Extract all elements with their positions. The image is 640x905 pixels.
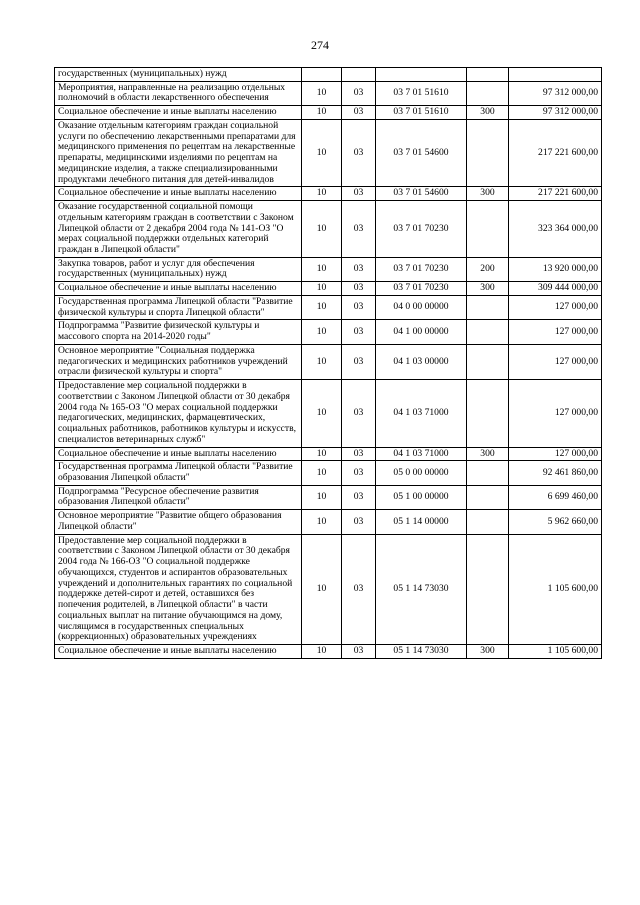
table-row bbox=[55, 81, 602, 105]
section-code-cell: 10 bbox=[302, 344, 342, 379]
amount-cell: 217 221 600,00 bbox=[509, 119, 602, 186]
amount-cell: 127 000,00 bbox=[509, 295, 602, 319]
row-name-cell: Государственная программа Липецкой области "Развитие физической культуры и спорта Липецкой области" bbox=[55, 295, 302, 319]
amount-cell: 217 221 600,00 bbox=[509, 187, 602, 201]
subsection-code-cell: 03 bbox=[342, 380, 376, 447]
subsection-code-cell: 03 bbox=[342, 282, 376, 296]
amount-cell: 6 699 460,00 bbox=[509, 485, 602, 509]
budget-table bbox=[54, 67, 602, 659]
row-name-cell: Предоставление мер социальной поддержки в соответствии с Законом Липецкой области от 30 декабря 2004 года № 166-ОЗ "О социальной поддержке обучающихся, студентов и аспирантов образовательных учреждений и дополнительных гарантиях по социальной поддержке детей-сирот и детей, оставшихся без попечения родителей, в Липецкой области" в части социальных выплат на питание обучающимся на дому, числящимся в государственных специальных (коррекционных) образовательных учреждениях bbox=[55, 534, 302, 644]
target-item-code-cell: 03 7 01 54600 bbox=[376, 119, 467, 186]
table-row bbox=[55, 485, 602, 509]
amount-cell: 127 000,00 bbox=[509, 380, 602, 447]
section-code-cell: 10 bbox=[302, 257, 342, 281]
section-code-cell: 10 bbox=[302, 510, 342, 534]
subsection-code-cell: 03 bbox=[342, 344, 376, 379]
expense-kind-cell: 300 bbox=[467, 644, 509, 658]
row-name-cell: Мероприятия, направленные на реализацию отдельных полномочий в области лекарственного обеспечения bbox=[55, 81, 302, 105]
subsection-code-cell: 03 bbox=[342, 295, 376, 319]
section-code-cell: 10 bbox=[302, 201, 342, 258]
table-row bbox=[55, 320, 602, 344]
table-row bbox=[55, 380, 602, 447]
table-row bbox=[55, 257, 602, 281]
section-code-cell: 10 bbox=[302, 295, 342, 319]
target-item-code-cell: 05 1 14 73030 bbox=[376, 644, 467, 658]
section-code-cell: 10 bbox=[302, 119, 342, 186]
subsection-code-cell: 03 bbox=[342, 119, 376, 186]
row-name-cell: Оказание отдельным категориям граждан социальной услуги по обеспечению лекарственными препаратами для медицинского применения по рецептам на лекарственные препараты, медицинскими изделиями по рецептам на медицинские изделия, а также специализированными продуктами лечебного питания для детей-инвалидов bbox=[55, 119, 302, 186]
target-item-code-cell: 03 7 01 70230 bbox=[376, 201, 467, 258]
subsection-code-cell: 03 bbox=[342, 534, 376, 644]
amount-cell: 97 312 000,00 bbox=[509, 106, 602, 120]
table-row bbox=[55, 447, 602, 461]
section-code-cell: 10 bbox=[302, 106, 342, 120]
target-item-code-cell bbox=[376, 68, 467, 82]
table-row bbox=[55, 644, 602, 658]
row-name-cell: Основное мероприятие "Социальная поддержка педагогических и медицинских работников учреждений отрасли физической культуры и спорта" bbox=[55, 344, 302, 379]
table-row bbox=[55, 295, 602, 319]
expense-kind-cell bbox=[467, 201, 509, 258]
row-name-cell: Подпрограмма "Ресурсное обеспечение развития образования Липецкой области" bbox=[55, 485, 302, 509]
expense-kind-cell: 300 bbox=[467, 282, 509, 296]
subsection-code-cell: 03 bbox=[342, 81, 376, 105]
page-number: 274 bbox=[311, 38, 329, 52]
table-row bbox=[55, 201, 602, 258]
row-name-cell: Закупка товаров, работ и услуг для обеспечения государственных (муниципальных) нужд bbox=[55, 257, 302, 281]
table-row bbox=[55, 119, 602, 186]
expense-kind-cell bbox=[467, 510, 509, 534]
section-code-cell: 10 bbox=[302, 187, 342, 201]
subsection-code-cell: 03 bbox=[342, 320, 376, 344]
subsection-code-cell: 03 bbox=[342, 201, 376, 258]
target-item-code-cell: 03 7 01 51610 bbox=[376, 81, 467, 105]
row-name-cell: Социальное обеспечение и иные выплаты населению bbox=[55, 282, 302, 296]
target-item-code-cell: 03 7 01 70230 bbox=[376, 257, 467, 281]
target-item-code-cell: 04 1 03 71000 bbox=[376, 380, 467, 447]
amount-cell: 127 000,00 bbox=[509, 320, 602, 344]
section-code-cell: 10 bbox=[302, 534, 342, 644]
section-code-cell bbox=[302, 68, 342, 82]
target-item-code-cell: 05 0 00 00000 bbox=[376, 461, 467, 485]
subsection-code-cell: 03 bbox=[342, 106, 376, 120]
amount-cell: 92 461 860,00 bbox=[509, 461, 602, 485]
amount-cell: 127 000,00 bbox=[509, 344, 602, 379]
expense-kind-cell bbox=[467, 380, 509, 447]
amount-cell: 1 105 600,00 bbox=[509, 534, 602, 644]
amount-cell: 309 444 000,00 bbox=[509, 282, 602, 296]
amount-cell: 127 000,00 bbox=[509, 447, 602, 461]
target-item-code-cell: 05 1 14 00000 bbox=[376, 510, 467, 534]
row-name-cell: Социальное обеспечение и иные выплаты населению bbox=[55, 187, 302, 201]
target-item-code-cell: 05 1 00 00000 bbox=[376, 485, 467, 509]
expense-kind-cell: 300 bbox=[467, 106, 509, 120]
table-row bbox=[55, 106, 602, 120]
subsection-code-cell: 03 bbox=[342, 187, 376, 201]
row-name-cell: Социальное обеспечение и иные выплаты населению bbox=[55, 106, 302, 120]
expense-kind-cell: 200 bbox=[467, 257, 509, 281]
row-name-cell: государственных (муниципальных) нужд bbox=[55, 68, 302, 82]
subsection-code-cell: 03 bbox=[342, 447, 376, 461]
amount-cell: 13 920 000,00 bbox=[509, 257, 602, 281]
expense-kind-cell bbox=[467, 295, 509, 319]
target-item-code-cell: 05 1 14 73030 bbox=[376, 534, 467, 644]
section-code-cell: 10 bbox=[302, 447, 342, 461]
subsection-code-cell bbox=[342, 68, 376, 82]
table-row bbox=[55, 187, 602, 201]
expense-kind-cell bbox=[467, 320, 509, 344]
section-code-cell: 10 bbox=[302, 282, 342, 296]
section-code-cell: 10 bbox=[302, 81, 342, 105]
section-code-cell: 10 bbox=[302, 485, 342, 509]
row-name-cell: Оказание государственной социальной помощи отдельным категориям граждан в соответствии с Законом Липецкой области от 2 декабря 2004 года № 141-ОЗ "О мерах социальной поддержки отдельных категорий граждан в Липецкой области" bbox=[55, 201, 302, 258]
table-row bbox=[55, 282, 602, 296]
subsection-code-cell: 03 bbox=[342, 644, 376, 658]
expense-kind-cell bbox=[467, 344, 509, 379]
section-code-cell: 10 bbox=[302, 644, 342, 658]
row-name-cell: Подпрограмма "Развитие физической культуры и массового спорта на 2014-2020 годы" bbox=[55, 320, 302, 344]
budget-table-body bbox=[55, 68, 602, 659]
section-code-cell: 10 bbox=[302, 461, 342, 485]
target-item-code-cell: 04 0 00 00000 bbox=[376, 295, 467, 319]
table-row bbox=[55, 510, 602, 534]
target-item-code-cell: 03 7 01 51610 bbox=[376, 106, 467, 120]
subsection-code-cell: 03 bbox=[342, 257, 376, 281]
expense-kind-cell bbox=[467, 485, 509, 509]
row-name-cell: Государственная программа Липецкой области "Развитие образования Липецкой области" bbox=[55, 461, 302, 485]
expense-kind-cell bbox=[467, 461, 509, 485]
subsection-code-cell: 03 bbox=[342, 461, 376, 485]
target-item-code-cell: 03 7 01 70230 bbox=[376, 282, 467, 296]
expense-kind-cell bbox=[467, 534, 509, 644]
target-item-code-cell: 04 1 03 71000 bbox=[376, 447, 467, 461]
amount-cell bbox=[509, 68, 602, 82]
table-row bbox=[55, 534, 602, 644]
subsection-code-cell: 03 bbox=[342, 510, 376, 534]
row-name-cell: Предоставление мер социальной поддержки в соответствии с Законом Липецкой области от 30 декабря 2004 года № 165-ОЗ "О мерах социальной поддержки педагогических, медицинских, фармацевтических, социальных работников, работников культуры и искусств, специалистов ветеринарных служб" bbox=[55, 380, 302, 447]
amount-cell: 5 962 660,00 bbox=[509, 510, 602, 534]
amount-cell: 97 312 000,00 bbox=[509, 81, 602, 105]
table-row bbox=[55, 344, 602, 379]
amount-cell: 323 364 000,00 bbox=[509, 201, 602, 258]
expense-kind-cell: 300 bbox=[467, 187, 509, 201]
table-row bbox=[55, 68, 602, 82]
row-name-cell: Социальное обеспечение и иные выплаты населению bbox=[55, 447, 302, 461]
section-code-cell: 10 bbox=[302, 380, 342, 447]
row-name-cell: Основное мероприятие "Развитие общего образования Липецкой области" bbox=[55, 510, 302, 534]
expense-kind-cell bbox=[467, 119, 509, 186]
expense-kind-cell bbox=[467, 81, 509, 105]
target-item-code-cell: 03 7 01 54600 bbox=[376, 187, 467, 201]
row-name-cell: Социальное обеспечение и иные выплаты населению bbox=[55, 644, 302, 658]
target-item-code-cell: 04 1 00 00000 bbox=[376, 320, 467, 344]
section-code-cell: 10 bbox=[302, 320, 342, 344]
expense-kind-cell: 300 bbox=[467, 447, 509, 461]
target-item-code-cell: 04 1 03 00000 bbox=[376, 344, 467, 379]
table-row bbox=[55, 461, 602, 485]
amount-cell: 1 105 600,00 bbox=[509, 644, 602, 658]
subsection-code-cell: 03 bbox=[342, 485, 376, 509]
expense-kind-cell bbox=[467, 68, 509, 82]
